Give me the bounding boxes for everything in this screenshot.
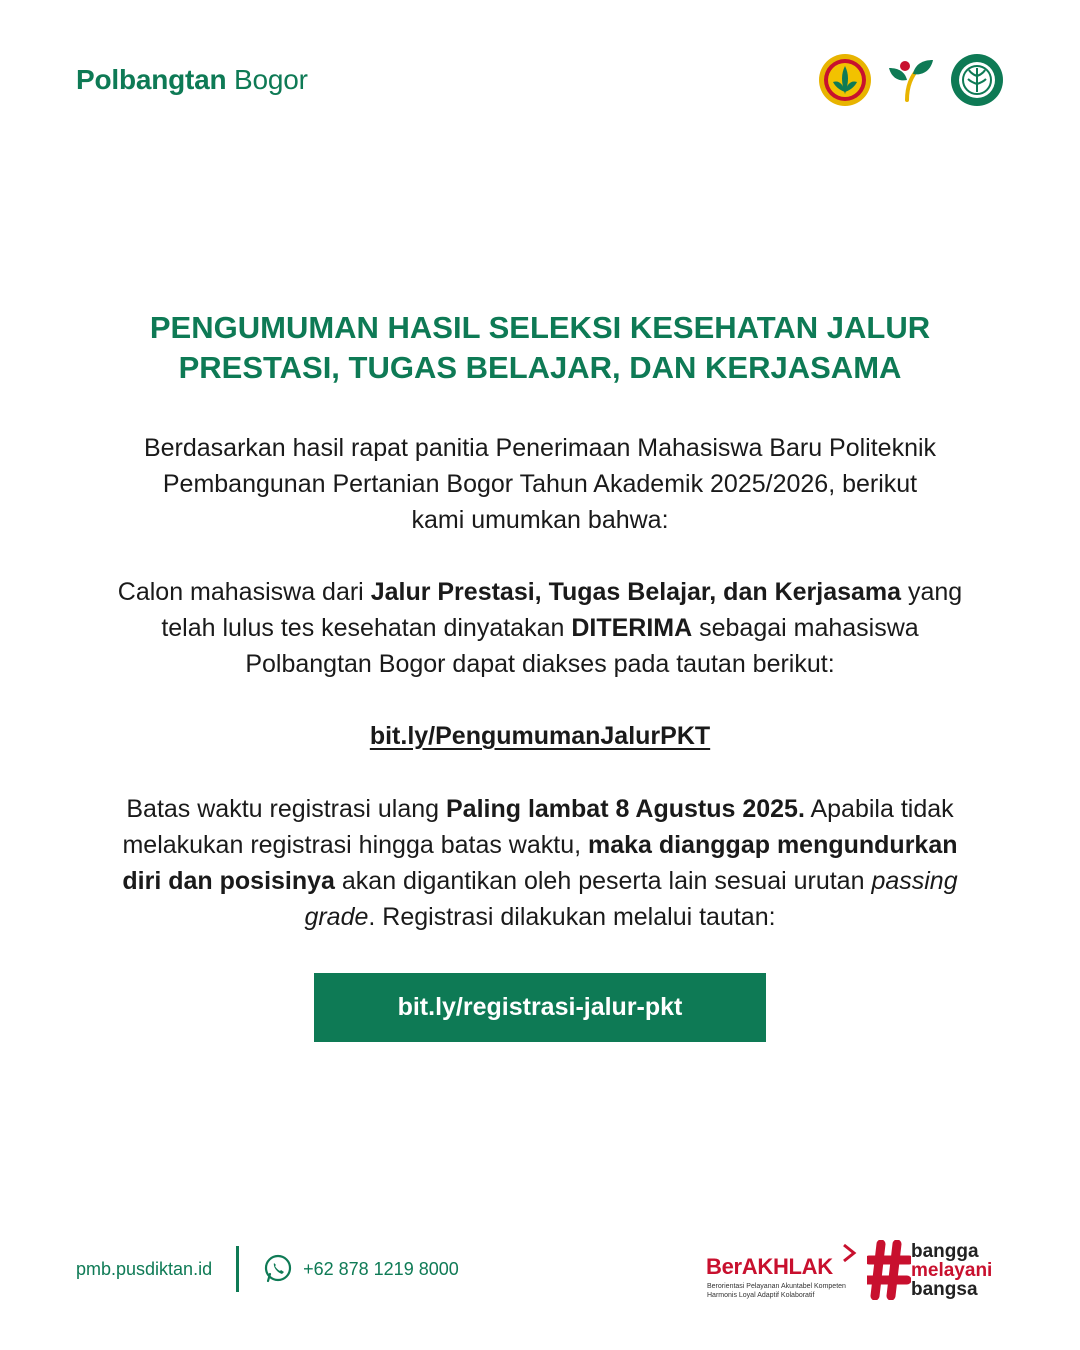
text-segment: . Registrasi dilakukan melalui tautan:	[368, 903, 776, 931]
phone-number: +62 878 1219 8000	[303, 1258, 459, 1279]
hashtag-icon	[867, 1240, 911, 1300]
registration-link-button[interactable]: bit.ly/registrasi-jalur-pkt	[314, 973, 766, 1042]
text-segment: Batas waktu registrasi ulang	[126, 795, 446, 823]
polbangtan-bogor-seal-icon	[949, 52, 1005, 108]
brand-wordmark	[76, 64, 308, 96]
announcement-body	[100, 308, 980, 935]
brand-part2: Bogor	[234, 64, 308, 95]
brand-part1: Polbangtan	[76, 64, 227, 95]
berakhlak-logo: BerAKHLAK	[706, 1254, 833, 1279]
header-logos	[817, 52, 1005, 108]
slogan-line: bangsa	[911, 1279, 978, 1300]
polbangtan-leaf-logo-icon	[883, 52, 939, 108]
text-segment-bold: Paling lambat 8 Agustus 2025.	[445, 795, 805, 823]
text-segment: akan digantikan oleh peserta lain sesuai urutan	[334, 867, 872, 895]
kementan-logo-icon	[817, 52, 873, 108]
slogan-text	[911, 1242, 992, 1299]
text-segment: sebagai mahasiswa Polbangtan Bogor dapat diakses pada tautan berikut:	[245, 614, 919, 678]
text-segment: yang telah lulus tes kesehatan dinyatakan	[161, 578, 963, 642]
text-segment: Apabila tidak melakukan registrasi hingga batas waktu,	[122, 795, 954, 859]
website-link[interactable]: pmb.pusdiktan.id	[76, 1258, 213, 1279]
text-segment: Calon mahasiswa dari	[117, 578, 371, 606]
intro-paragraph: Berdasarkan hasil rapat panitia Penerimaan Mahasiswa Baru Politeknik Pembangunan Pertanian Bogor Tahun Akademik 2025/2026, berikut kami umumkan bahwa:	[143, 434, 937, 534]
text-segment-bold: Jalur Prestasi, Tugas Belajar, dan Kerjasama	[370, 578, 902, 606]
text-segment-bold: DITERIMA	[571, 614, 693, 642]
acceptance-paragraph	[100, 574, 980, 682]
slogan-line: melayani	[911, 1260, 993, 1281]
deadline-paragraph	[100, 791, 980, 935]
page-title: PENGUMUMAN HASIL SELEKSI KESEHATAN JALUR PRESTASI, TUGAS BELAJAR, DAN KERJASAMA	[149, 310, 931, 385]
text-segment-italic: passing grade	[304, 867, 958, 931]
footer-divider	[236, 1246, 239, 1292]
whatsapp-icon	[263, 1254, 293, 1284]
whatsapp-contact[interactable]	[263, 1254, 459, 1284]
chevron-right-icon	[838, 1242, 860, 1264]
text-segment-bold: maka dianggap mengundurkan diri dan posisinya	[122, 831, 958, 895]
slogan-line: bangga	[911, 1241, 979, 1262]
result-link[interactable]: bit.ly/PengumumanJalurPKT	[369, 722, 711, 750]
footer-contact	[76, 1246, 459, 1292]
berakhlak-tagline: Berorientasi Pelayanan Akuntabel Kompeten Harmonis Loyal Adaptif Kolaboratif	[707, 1283, 846, 1299]
footer-campaign-logos	[706, 1240, 1006, 1304]
